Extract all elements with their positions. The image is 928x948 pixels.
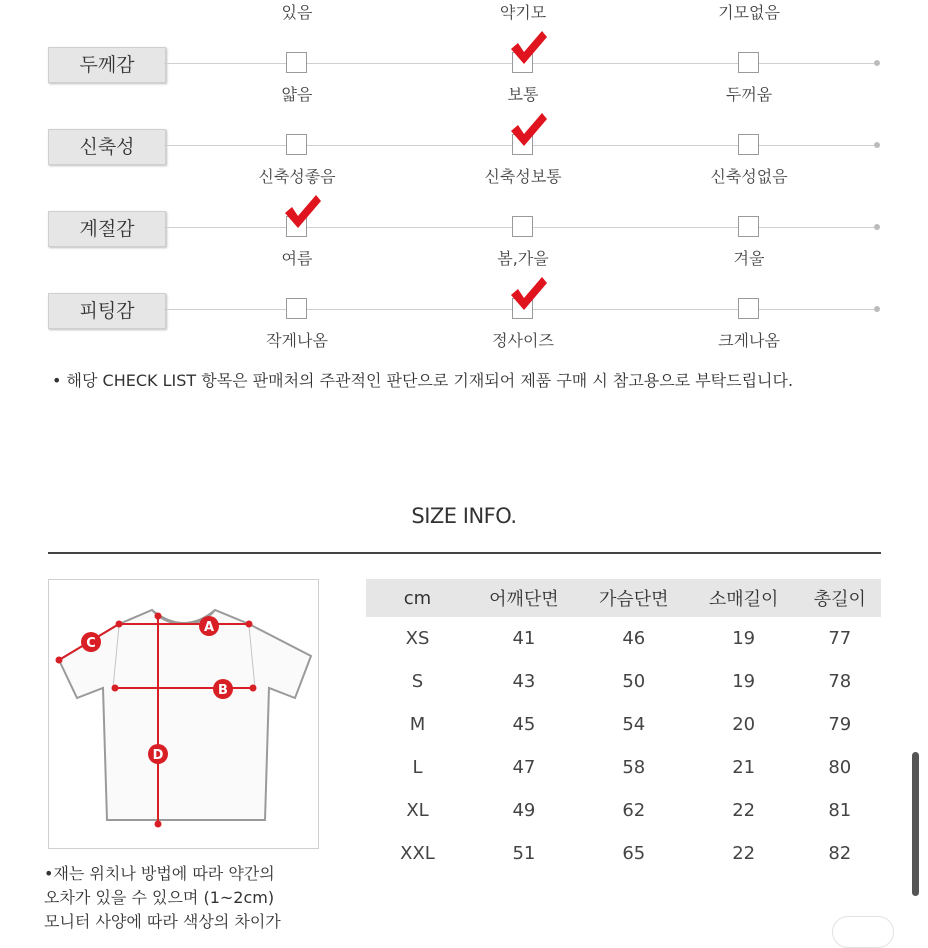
value-cell: 79 [828, 714, 852, 735]
value-cell: 22 [732, 843, 756, 864]
size-cell: XXL [400, 843, 435, 864]
value-cell: 19 [732, 671, 756, 692]
value-cell: 81 [828, 800, 852, 821]
option-label: 정사이즈 [492, 331, 554, 350]
checkbox-fit-large[interactable] [738, 298, 759, 319]
value-cell: 45 [512, 714, 536, 735]
value-cell: 20 [732, 714, 756, 735]
marker-a [199, 616, 219, 636]
marker-b [213, 679, 233, 699]
tshirt-icon [49, 580, 318, 848]
check-mark-icon [508, 110, 548, 150]
measurement-note [44, 862, 334, 934]
option-label: 작게나옴 [266, 331, 328, 350]
checkbox-season-winter[interactable] [738, 216, 759, 237]
value-cell: 50 [622, 671, 646, 692]
option-label: 여름 [281, 249, 313, 268]
marker-c [81, 632, 101, 652]
checkbox-stretch-none[interactable] [738, 134, 759, 155]
table-row [366, 832, 881, 875]
value-cell: 77 [828, 628, 852, 649]
checkbox-stretch-good[interactable] [286, 134, 307, 155]
svg-text:A: A [203, 620, 215, 635]
option-label: 신축성보통 [484, 167, 562, 186]
table-row [366, 703, 881, 746]
option-label: 크게나옴 [718, 331, 780, 350]
measurement-note-line: •재는 위치나 방법에 따라 약간의 [44, 864, 275, 883]
check-mark-icon [508, 274, 548, 314]
category-fit: 피팅감 [48, 293, 166, 329]
size-cell: XL [406, 800, 429, 821]
header-cell: cm [366, 579, 469, 617]
value-cell: 19 [732, 628, 756, 649]
check-mark-icon [282, 192, 322, 232]
option-label: 봄,가을 [497, 249, 549, 268]
option-label: 겨울 [733, 249, 765, 268]
header-cell: 가슴단면 [579, 579, 689, 617]
check-mark-icon [508, 28, 548, 68]
value-cell: 54 [622, 714, 646, 735]
floating-button[interactable] [832, 916, 894, 948]
size-info-title: SIZE INFO. [411, 504, 517, 528]
measurement-note-line: 모니터 사양에 따라 색상의 차이가 [44, 912, 281, 931]
table-row [366, 617, 881, 660]
size-info-divider [48, 552, 881, 554]
top-option-label-1: 있음 [281, 3, 313, 22]
top-option-label-2: 약기모 [499, 3, 547, 22]
scrollbar-thumb[interactable] [912, 752, 919, 896]
category-season: 계절감 [48, 211, 166, 247]
value-cell: 51 [512, 843, 536, 864]
value-cell: 43 [512, 671, 536, 692]
checkbox-season-spring-fall[interactable] [512, 216, 533, 237]
option-label: 얇음 [281, 85, 313, 104]
size-cell: L [412, 757, 423, 778]
value-cell: 22 [732, 800, 756, 821]
value-cell: 62 [622, 800, 646, 821]
size-table [366, 579, 881, 875]
size-table-header [366, 579, 881, 617]
table-row [366, 746, 881, 789]
marker-d [148, 744, 168, 764]
category-thickness: 두께감 [48, 47, 166, 83]
header-cell: 소매길이 [689, 579, 799, 617]
value-cell: 41 [512, 628, 536, 649]
value-cell: 21 [732, 757, 756, 778]
size-cell: S [411, 671, 424, 692]
value-cell: 82 [828, 843, 852, 864]
checkbox-fit-small[interactable] [286, 298, 307, 319]
value-cell: 78 [828, 671, 852, 692]
row-track-end-dot [874, 142, 880, 148]
header-cell: 어깨단면 [469, 579, 579, 617]
row-track-end-dot [874, 60, 880, 66]
size-cell: XS [405, 628, 430, 649]
table-row [366, 789, 881, 832]
value-cell: 46 [622, 628, 646, 649]
value-cell: 47 [512, 757, 536, 778]
value-cell: 49 [512, 800, 536, 821]
option-label: 신축성없음 [710, 167, 788, 186]
top-option-label-3: 기모없음 [718, 3, 780, 22]
category-stretch: 신축성 [48, 129, 166, 165]
header-cell: 총길이 [799, 579, 881, 617]
value-cell: 58 [622, 757, 646, 778]
svg-text:D: D [152, 748, 164, 763]
svg-text:B: B [218, 683, 228, 698]
row-track-end-dot [874, 224, 880, 230]
checkbox-thickness-thin[interactable] [286, 52, 307, 73]
shirt-measurement-diagram [48, 579, 319, 849]
checkbox-thickness-thick[interactable] [738, 52, 759, 73]
value-cell: 65 [622, 843, 646, 864]
measurement-note-line: 오차가 있을 수 있으며 (1~2cm) [44, 888, 275, 907]
size-cell: M [409, 714, 426, 735]
option-label: 신축성좋음 [258, 167, 336, 186]
check-list-note: • 해당 CHECK LIST 항목은 판매처의 주관적인 판단으로 기재되어 제품 구매 시 참고용으로 부탁드립니다. [52, 371, 794, 390]
value-cell: 80 [828, 757, 852, 778]
table-row [366, 660, 881, 703]
option-label: 두꺼움 [725, 85, 773, 104]
svg-text:C: C [86, 636, 96, 651]
option-label: 보통 [507, 85, 539, 104]
row-track-end-dot [874, 306, 880, 312]
